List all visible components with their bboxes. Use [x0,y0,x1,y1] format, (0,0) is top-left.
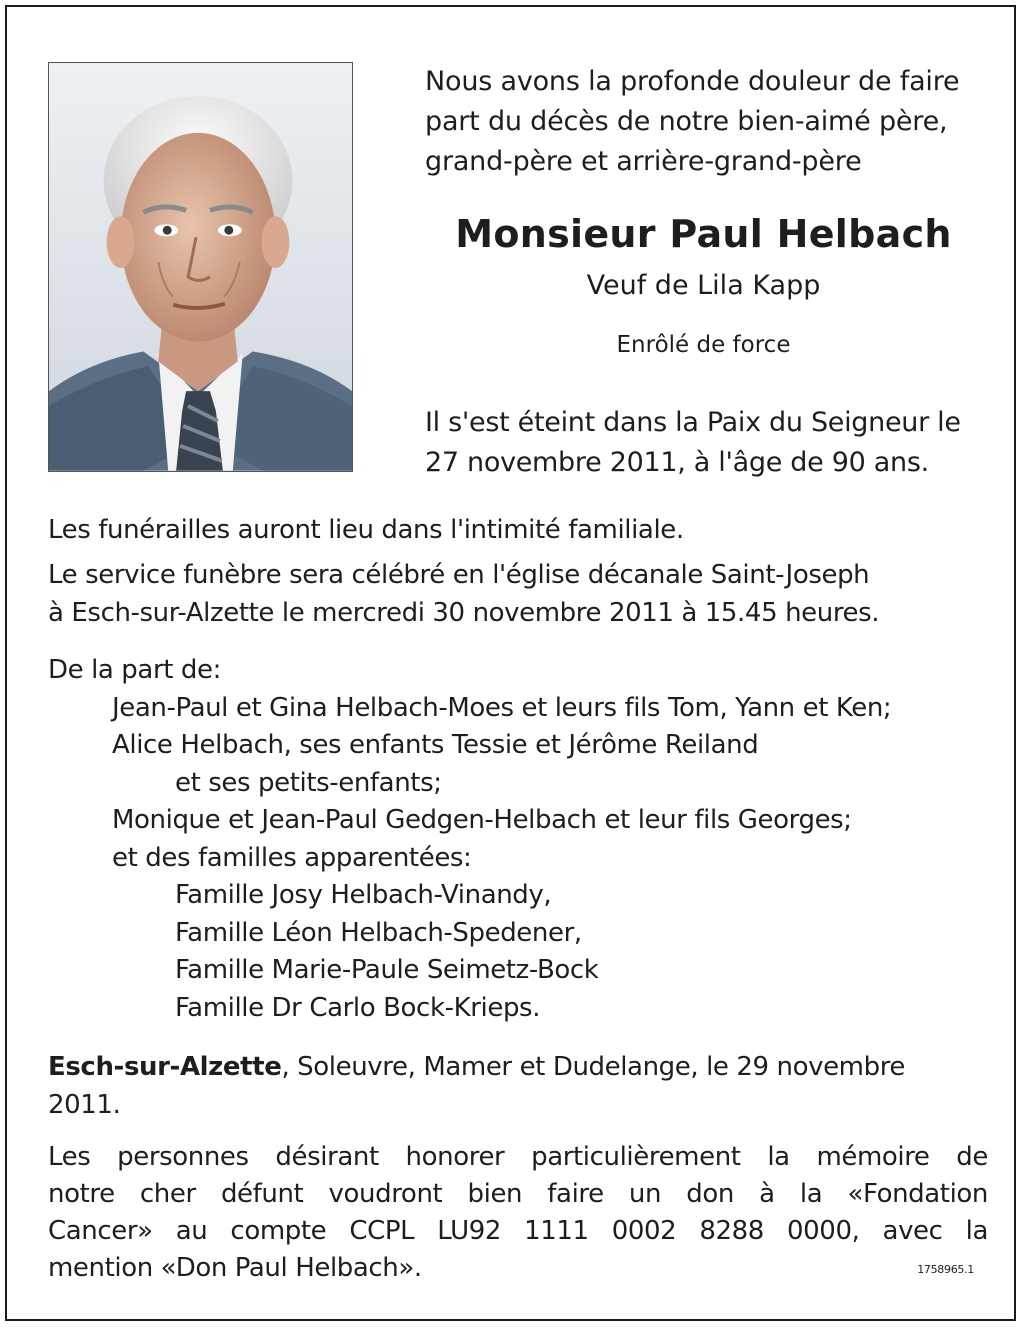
family-line: Famille Josy Helbach-Vinandy, [175,880,552,910]
donation-line-2: notre cher défunt voudront bien faire un don à la «Fondation [48,1179,988,1209]
portrait-illustration [49,63,352,471]
family-list [48,652,988,1027]
place-city: Esch-sur-Alzette [48,1052,282,1082]
place-rest: , Soleuvre, Mamer et Dudelange, le 29 novembre [281,1052,906,1082]
family-line: et ses petits-enfants; [175,767,442,798]
deceased-name: Monsieur Paul Helbach [455,212,952,256]
family-line: Monique et Jean-Paul Gedgen-Helbach et leur fils Georges; [112,805,852,835]
family-line: Famille Léon Helbach-Spedener, [175,917,582,948]
service-line-1: Le service funèbre sera célébré en l'église décanale Saint-Joseph [48,560,870,590]
donation-line-3: Cancer» au compte CCPL LU92 1111 0002 8288 0000, avec la [48,1216,988,1246]
donation-line-1: Les personnes désirant honorer particulièrement la mémoire de [48,1142,988,1172]
portrait-photo [48,62,353,472]
funeral-private-text: Les funérailles auront lieu dans l'intimité familiale. [48,515,684,545]
death-line-2: 27 novembre 2011, à l'âge de 90 ans. [425,447,929,478]
death-line-1: Il s'est éteint dans la Paix du Seigneur le [425,407,961,438]
intro-line-2: part du décès de notre bien-aimé père, [425,106,948,137]
family-line: Jean-Paul et Gina Helbach-Moes et leurs fils Tom, Yann et Ken; [112,692,892,723]
family-line: Alice Helbach, ses enfants Tessie et Jérôme Reiland [112,730,759,760]
donation-text [48,1139,988,1287]
deceased-status: Enrôlé de force [616,332,791,358]
widow-of: Veuf de Lila Kapp [586,270,821,301]
service-line-2: à Esch-sur-Alzette le mercredi 30 novembre 2011 à 15.45 heures. [48,597,880,628]
donation-line-4: mention «Don Paul Helbach». [48,1253,422,1283]
funeral-private [48,512,988,550]
reference-number: 1758965.1 [917,1263,974,1276]
death-announcement [425,403,985,483]
intro-line-1: Nous avons la profonde douleur de faire [425,66,960,97]
family-line: et des familles apparentées: [112,842,472,873]
funeral-service [48,557,988,632]
place-date [48,1049,988,1124]
place-line-1 [48,1049,988,1087]
intro-text [425,62,985,182]
obituary-notice [5,5,1016,1321]
family-heading: De la part de: [48,655,221,685]
intro-line-3: grand-père et arrière-grand-père [425,146,862,177]
family-line: Famille Dr Carlo Bock-Krieps. [175,992,541,1023]
place-line-2: 2011. [48,1089,121,1120]
family-line: Famille Marie-Paule Seimetz-Bock [175,955,599,985]
